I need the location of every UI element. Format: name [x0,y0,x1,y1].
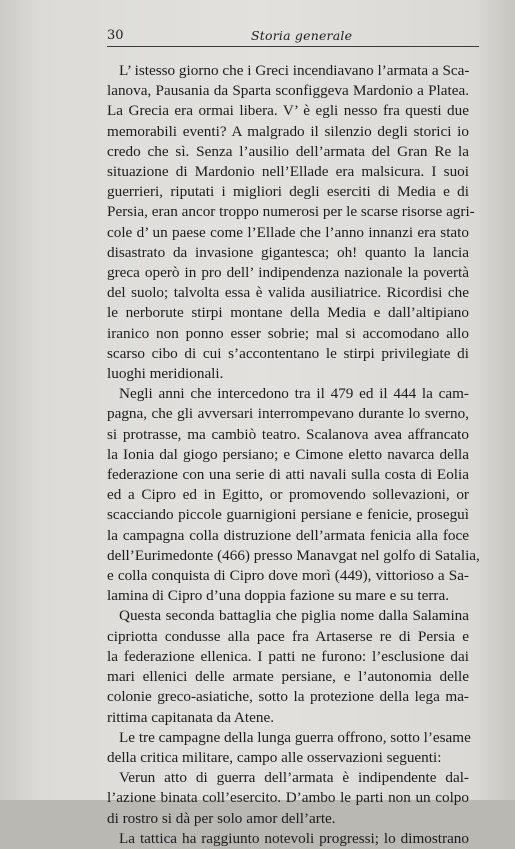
text-line: disastrato da invasione gigantesca; oh! quanto la lancia [107,243,469,261]
text-line: di rostro si dà per solo amor dell’arte. [107,809,336,827]
paragraph [107,61,475,384]
text-line: cole d’ un paese come l’Ellade che l’anno innanzi era stato [107,223,469,241]
text-line: l’azione binata coll’esercito. D’ambo le parti non un colpo [107,789,469,807]
text-line: memorabili eventi? A malgrado il silenzio degli storici io [107,122,469,140]
text-line: iranico non ponno esser sobrie; mal si accomodano allo [107,324,469,342]
text-line: lamina di Cipro d’una doppia fazione su mare e su terra. [107,587,450,605]
text-line: Persia, eran ancor troppo numerosi per le scarse risorse agri- [107,203,475,221]
text-line: ed a Cipro ed in Egitto, or promovendo sollevazioni, or [107,486,469,504]
page-header [107,28,479,47]
text-line: e colla conquista di Cipro dove morì (449), vittorioso a Sa- [107,567,469,585]
paragraph [107,384,480,606]
text-line: dell’Eurimedonte (466) presso Manavgat nel golfo di Satalia, [107,546,480,564]
text-line: colonie greco-asiatiche, sotto la protezione della lega ma- [107,688,469,706]
paragraph [107,829,469,849]
text-line: guerrieri, riputati i migliori degli eserciti di Media e di [107,183,469,201]
text-line: scacciando piccole guarnigioni persiane e fenicie, proseguì [107,506,469,524]
text-line: situazione di Mardonio nell’Ellade era malsicura. I suoi [107,163,469,181]
text-line: credo che sì. Senza l’ausilio dell’armata del Gran Re la [107,142,469,160]
text-line: Le tre campagne della lunga guerra offrono, sotto l’esame [119,728,471,746]
text-line: Negli anni che intercedono tra il 479 ed il 444 la cam- [119,385,469,403]
text-line: Questa seconda battaglia che piglia nome dalla Salamina [119,607,469,625]
text-line: La Grecia era ormai libera. V’ è egli nesso fra questi due [107,102,469,120]
text-line: le nerborute stirpi montane della Media e dall’altipiano [107,304,469,322]
text-line: cipriotta condusse alla pace fra Artaserse re di Persia e [107,627,469,645]
text-line: L’ istesso giorno che i Greci incendiavano l’armata a Sca- [119,62,470,79]
text-line: federazione con una serie di atti navali sulla costa di Eolia [107,466,469,484]
text-line: greca operò in pro dell’ indipendenza nazionale la povertà [107,264,469,282]
text-line: la Ionia dal giogo persiano; e Cimone eletto navarca della [107,445,469,463]
text-line: si protrasse, ma cambiò teatro. Scalanova avea affrancato [107,425,469,443]
text-line: la federazione ellenica. I patti ne furono: l’esclusione dai [107,647,469,665]
text-line: la campagna colla distruzione dell’armata fenicia alla foce [107,526,469,544]
text-line: pagna, che gli avversari interrompevano durante lo sverno, [107,405,469,423]
paragraph [107,728,469,768]
page-number: 30 [107,28,124,43]
body-text [107,61,480,849]
text-line: mari ellenici delle armate persiane, e l’autonomia delle [107,668,469,686]
running-head: Storia generale [251,28,353,43]
text-line: lanova, Pausania da Sparta sconfiggeva Mardonio a Platea. [107,82,469,100]
text-line: della critica militare, campo alle osservazioni seguenti: [107,748,442,766]
text-line: del suolo; talvolta essa è valida ausiliatrice. Ricordisi che [107,284,469,302]
text-line: scarso cibo di cui s’accontentano le stirpi privilegiate di [107,344,469,362]
text-line: Verun atto di guerra dell’armata è indipendente dal- [119,769,469,787]
text-line: rittima capitanata da Atene. [107,708,274,726]
text-line: luoghi meridionali. [107,365,224,383]
paragraph [107,606,469,727]
paragraph [107,768,469,829]
text-line: La tattica ha raggiunto notevoli progressi; lo dimostrano [119,829,469,847]
